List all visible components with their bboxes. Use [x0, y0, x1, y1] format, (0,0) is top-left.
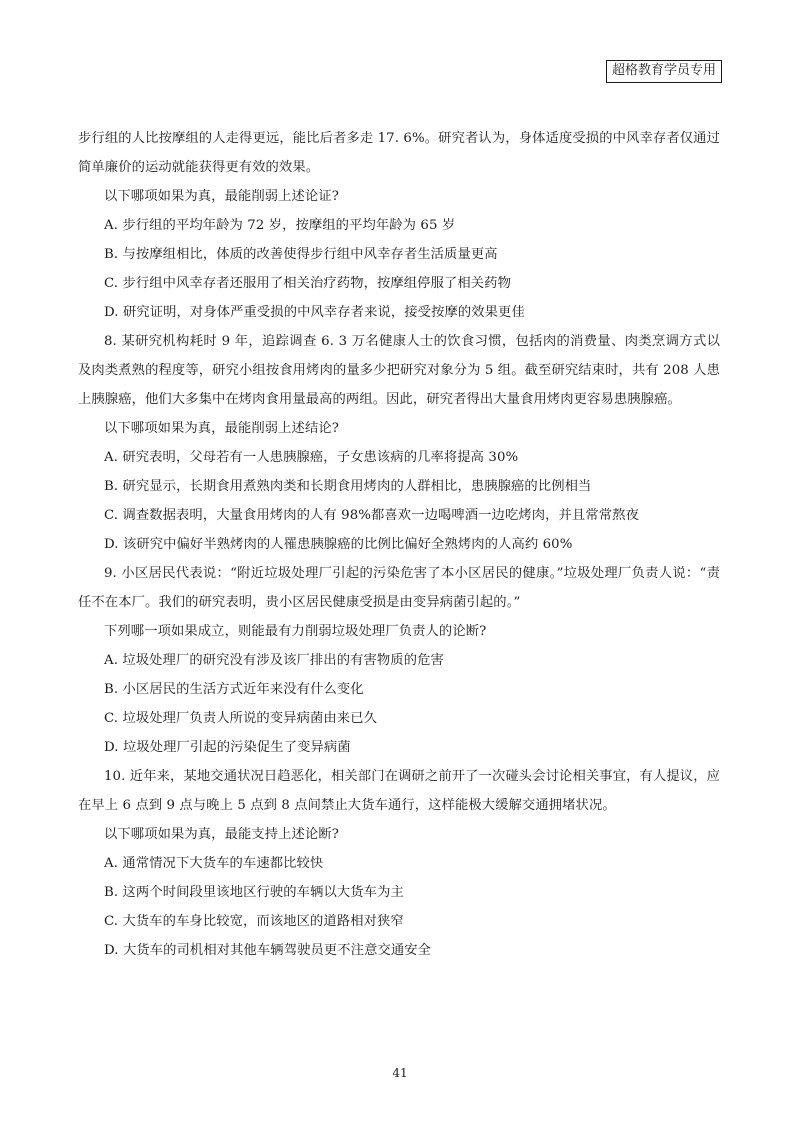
- q9-option-b: B. 小区居民的生活方式近年来没有什么变化: [104, 682, 364, 697]
- intro-question: 以下哪项如果为真，最能削弱上述论证?: [104, 189, 339, 204]
- q10-option-a: A. 通常情况下大货车的车速都比较快: [104, 856, 324, 871]
- q8-option-c: C. 调查数据表明，大量食用烤肉的人有 98%都喜欢一边喝啤酒一边吃烤肉，并且常常熬夜: [104, 508, 639, 523]
- q8-option-a: A. 研究表明，父母若有一人患胰腺癌，子女患该病的几率将提高 30%: [104, 450, 519, 465]
- q10-question: 以下哪项如果为真，最能支持上述论断?: [104, 827, 339, 842]
- q8-option-d: D. 该研究中偏好半熟烤肉的人罹患胰腺癌的比例比偏好全熟烤肉的人高约 60%: [104, 537, 573, 552]
- q9-question: 下列哪一项如果成立，则能最有力削弱垃圾处理厂负责人的论断?: [104, 624, 487, 639]
- page-number: 41: [392, 1066, 408, 1080]
- q9-option-a: A. 垃圾处理厂的研究没有涉及该厂排出的有害物质的危害: [104, 653, 444, 668]
- intro-option-a: A. 步行组的平均年龄为 72 岁，按摩组的平均年龄为 65 岁: [104, 218, 456, 233]
- header-tag: 超格教育学员专用: [606, 60, 722, 83]
- q10-option-c: C. 大货车的车身比较宽，而该地区的道路相对狭窄: [104, 914, 404, 929]
- page-content: [78, 124, 720, 965]
- q9-option-d: D. 垃圾处理厂引起的污染促生了变异病菌: [104, 740, 351, 755]
- q10-option-d: D. 大货车的司机相对其他车辆驾驶员更不注意交通安全: [104, 943, 432, 958]
- intro-option-c: C. 步行组中风幸存者还服用了相关治疗药物，按摩组停服了相关药物: [104, 276, 511, 291]
- q8-option-b: B. 研究显示，长期食用煮熟肉类和长期食用烤肉的人群相比，患胰腺癌的比例相当: [104, 479, 592, 494]
- q9-option-c: C. 垃圾处理厂负责人所说的变异病菌由来已久: [104, 711, 377, 726]
- q8-stem: 8. 某研究机构耗时 9 年，追踪调查 6. 3 万名健康人士的饮食习惯，包括肉的消费量、肉类烹调方式以及肉类煮熟的程度等，研究小组按食用烤肉的量多少把研究对象分为 5 组。截至研究结束时，共有 208 人患上胰腺癌，他们大多集中在烤肉食用量最高的两组。因此，研究者得出大量食用烤肉更容易患胰腺癌。: [78, 334, 720, 407]
- intro-option-d: D. 研究证明，对身体严重受损的中风幸存者来说，接受按摩的效果更佳: [104, 305, 525, 320]
- q10-option-b: B. 这两个时间段里该地区行驶的车辆以大货车为主: [104, 885, 404, 900]
- intro-paragraph: 步行组的人比按摩组的人走得更远，能比后者多走 17. 6%。研究者认为，身体适度受损的中风幸存者仅通过简单廉价的运动就能获得更有效的效果。: [78, 131, 720, 175]
- q10-stem: 10. 近年来，某地交通状况日趋恶化，相关部门在调研之前开了一次碰头会讨论相关事宜，有人提议，应在早上 6 点到 9 点与晚上 5 点到 8 点间禁止大货车通行，这样能极大缓解交通拥堵状况。: [78, 769, 720, 813]
- q8-question: 以下哪项如果为真，最能削弱上述结论?: [104, 421, 339, 436]
- intro-option-b: B. 与按摩组相比，体质的改善使得步行组中风幸存者生活质量更高: [104, 247, 498, 262]
- q9-stem: 9. 小区居民代表说：“附近垃圾处理厂引起的污染危害了本小区居民的健康。”垃圾处理厂负责人说：“责任不在本厂。我们的研究表明，贵小区居民健康受损是由变异病菌引起的。”: [78, 566, 720, 610]
